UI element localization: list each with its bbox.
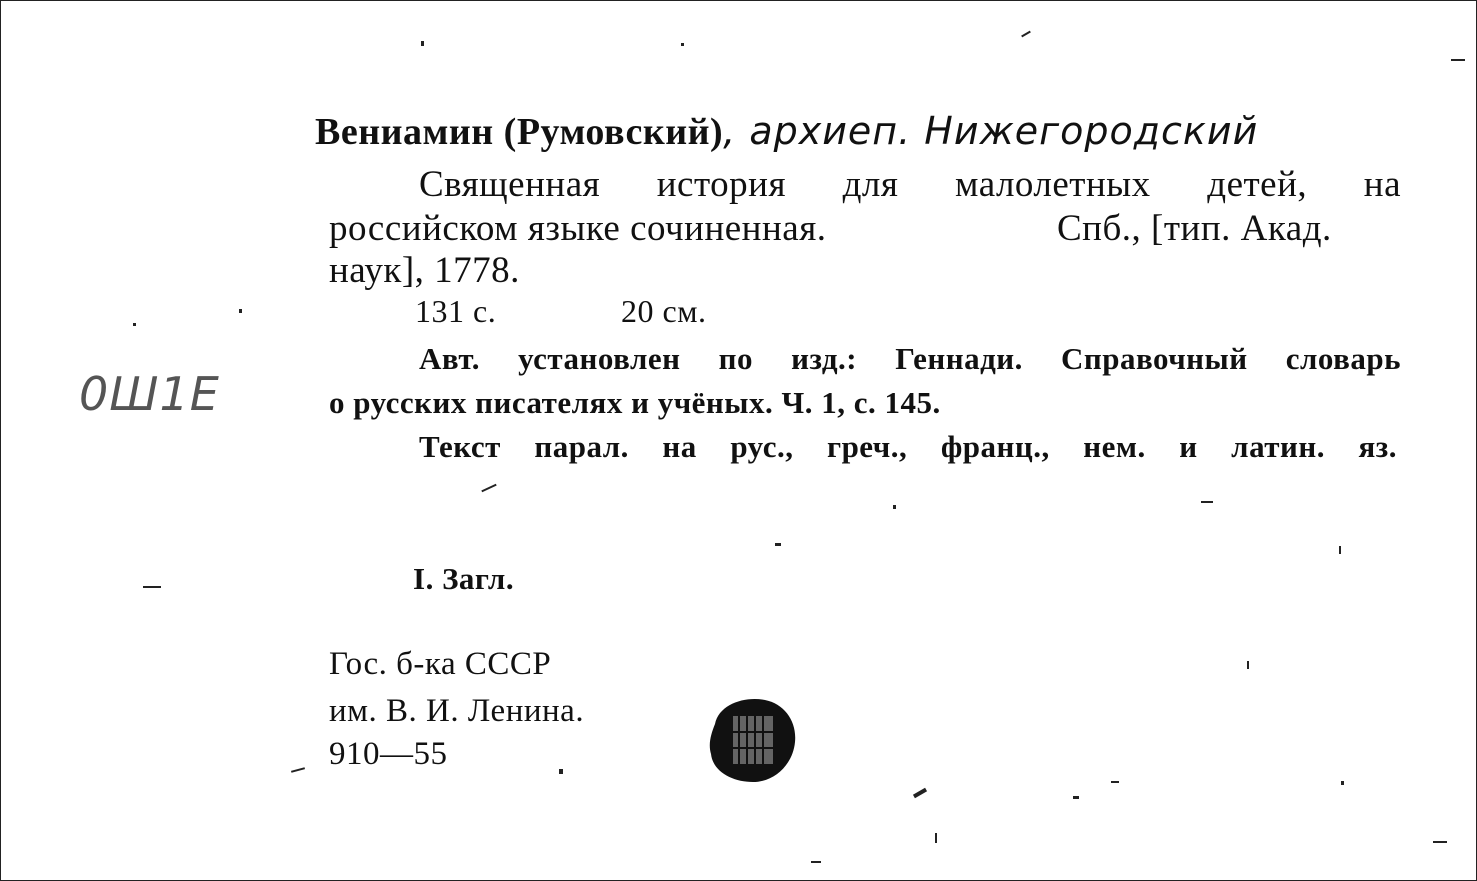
scan-speck (143, 586, 161, 588)
library-name-2: им. В. И. Ленина. (329, 693, 585, 729)
author-handwritten-annotation: , архиеп. Нижегородский (723, 109, 1259, 153)
scan-speck (1247, 661, 1249, 669)
card-number: 910—55 (329, 736, 448, 772)
scan-speck (1021, 31, 1031, 38)
library-stamp-icon (705, 694, 799, 791)
scan-speck (559, 769, 563, 774)
scan-speck (291, 767, 305, 773)
scan-speck (239, 309, 242, 313)
scan-speck (421, 41, 424, 46)
imprint-text: Спб., [тип. Акад. (1057, 208, 1332, 249)
scan-speck (1201, 501, 1213, 503)
scan-speck (133, 323, 136, 326)
scan-speck (481, 484, 496, 493)
extent-size: 20 см. (621, 293, 707, 329)
note-author: Авт. установлен по изд.: Геннади. Справочный словарь (419, 341, 1401, 376)
note-languages: Текст парал. на рус., греч., франц., нем. и латин. яз. (419, 429, 1397, 464)
scan-speck (1433, 841, 1447, 843)
scan-speck (935, 833, 937, 843)
card-heading (315, 109, 1258, 154)
tracing-title: I. Загл. (413, 561, 515, 596)
title-line-1: Священная история для малолетных детей, на (419, 164, 1401, 205)
scan-speck (811, 861, 821, 863)
author-printed: Вениамин (Румовский) (315, 111, 724, 153)
extent-pages: 131 с. (415, 293, 497, 329)
scan-speck (913, 788, 927, 798)
scan-speck (893, 505, 896, 509)
margin-shelf-code: 0Ш1Е (79, 367, 220, 421)
scan-speck (775, 543, 781, 546)
title-line-3: наук], 1778. (329, 250, 520, 291)
scan-speck (1111, 781, 1119, 783)
note-source: о русских писателях и учёных. Ч. 1, с. 145. (329, 385, 941, 420)
library-name: Гос. б-ка СССР (329, 646, 552, 682)
scan-speck (1339, 546, 1341, 554)
scan-speck (1341, 781, 1344, 785)
title-line-2: российском языке сочиненная. (329, 208, 827, 249)
scan-speck (1073, 796, 1079, 799)
scan-speck (1451, 59, 1465, 61)
scan-speck (681, 43, 684, 46)
